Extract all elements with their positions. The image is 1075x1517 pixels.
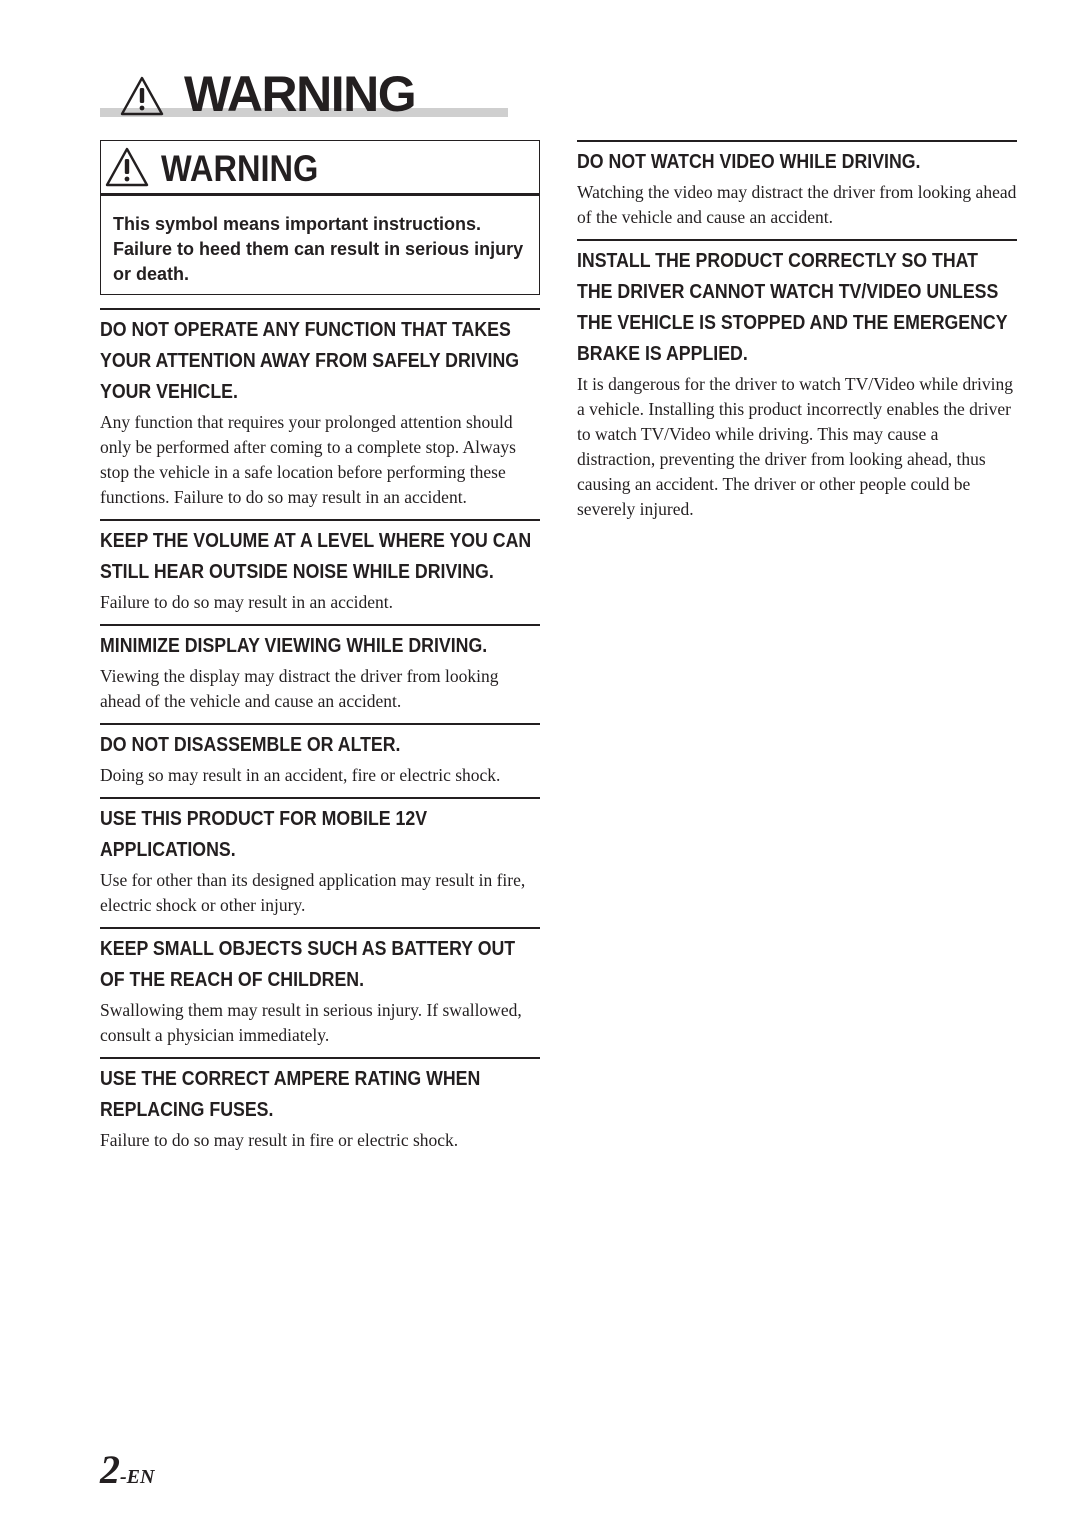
left-column (100, 140, 540, 1162)
warning-section (100, 797, 540, 918)
warning-box (100, 140, 540, 295)
section-body: Failure to do so may result in fire or electric shock. (100, 1130, 459, 1150)
warning-section (577, 140, 1017, 230)
warning-section (100, 1057, 540, 1153)
warning-triangle-icon (105, 147, 149, 187)
warning-box-title: WARNING (161, 148, 319, 189)
page-number-value: 2 (100, 1447, 120, 1492)
warning-section (100, 308, 540, 510)
page-number (100, 1446, 154, 1493)
section-body: Failure to do so may result in an accident. (100, 592, 394, 612)
warning-triangle-icon (120, 76, 164, 116)
section-heading: USE THE CORRECT AMPERE RATING WHEN REPLACING FUSES. (100, 1067, 481, 1121)
warning-box-text: This symbol means important instructions. Failure to heed them can result in serious injury or death. (113, 214, 524, 284)
section-heading: DO NOT WATCH VIDEO WHILE DRIVING. (577, 150, 921, 173)
warning-box-header (101, 141, 539, 196)
section-body: Viewing the display may distract the driver from looking ahead of the vehicle and cause an accident. (100, 666, 499, 711)
page-header (100, 68, 508, 120)
section-heading: INSTALL THE PRODUCT CORRECTLY SO THAT THE DRIVER CANNOT WATCH TV/VIDEO UNLESS THE VEHICLE IS STOPPED AND THE EMERGENCY BRAKE IS APPLIED. (577, 249, 1008, 365)
section-heading: KEEP SMALL OBJECTS SUCH AS BATTERY OUT OF THE REACH OF CHILDREN. (100, 937, 516, 991)
warning-section (100, 519, 540, 615)
section-body: Swallowing them may result in serious injury. If swallowed, consult a physician immediately. (100, 1000, 522, 1045)
section-body: Doing so may result in an accident, fire or electric shock. (100, 765, 501, 785)
page-title: WARNING (184, 66, 416, 122)
section-heading: KEEP THE VOLUME AT A LEVEL WHERE YOU CAN STILL HEAR OUTSIDE NOISE WHILE DRIVING. (100, 529, 532, 583)
section-body: Use for other than its designed application may result in fire, electric shock or other injury. (100, 870, 526, 915)
warning-section (100, 624, 540, 714)
section-body: Watching the video may distract the driver from looking ahead of the vehicle and cause an accident. (577, 182, 1017, 227)
section-heading: DO NOT OPERATE ANY FUNCTION THAT TAKES YOUR ATTENTION AWAY FROM SAFELY DRIVING YOUR VEHICLE. (100, 318, 520, 403)
section-heading: DO NOT DISASSEMBLE OR ALTER. (100, 733, 401, 756)
section-body: It is dangerous for the driver to watch TV/Video while driving a vehicle. Installing this product incorrectly enables the driver to watch TV/Video while driving. This may cause a distraction, preventing the driver from looking ahead, thus causing an accident. The driver or other people could be severely injured. (577, 374, 1014, 519)
section-body: Any function that requires your prolonged attention should only be performed after coming to a complete stop. Always stop the vehicle in a safe location before performing these functions. Failure to do so may result in an accident. (100, 412, 516, 507)
section-heading: USE THIS PRODUCT FOR MOBILE 12V APPLICATIONS. (100, 807, 428, 861)
section-heading: MINIMIZE DISPLAY VIEWING WHILE DRIVING. (100, 634, 488, 657)
right-column (577, 140, 1017, 531)
warning-section (100, 927, 540, 1048)
warning-section (100, 723, 540, 788)
warning-section (577, 239, 1017, 522)
page-language-suffix: -EN (120, 1466, 155, 1488)
